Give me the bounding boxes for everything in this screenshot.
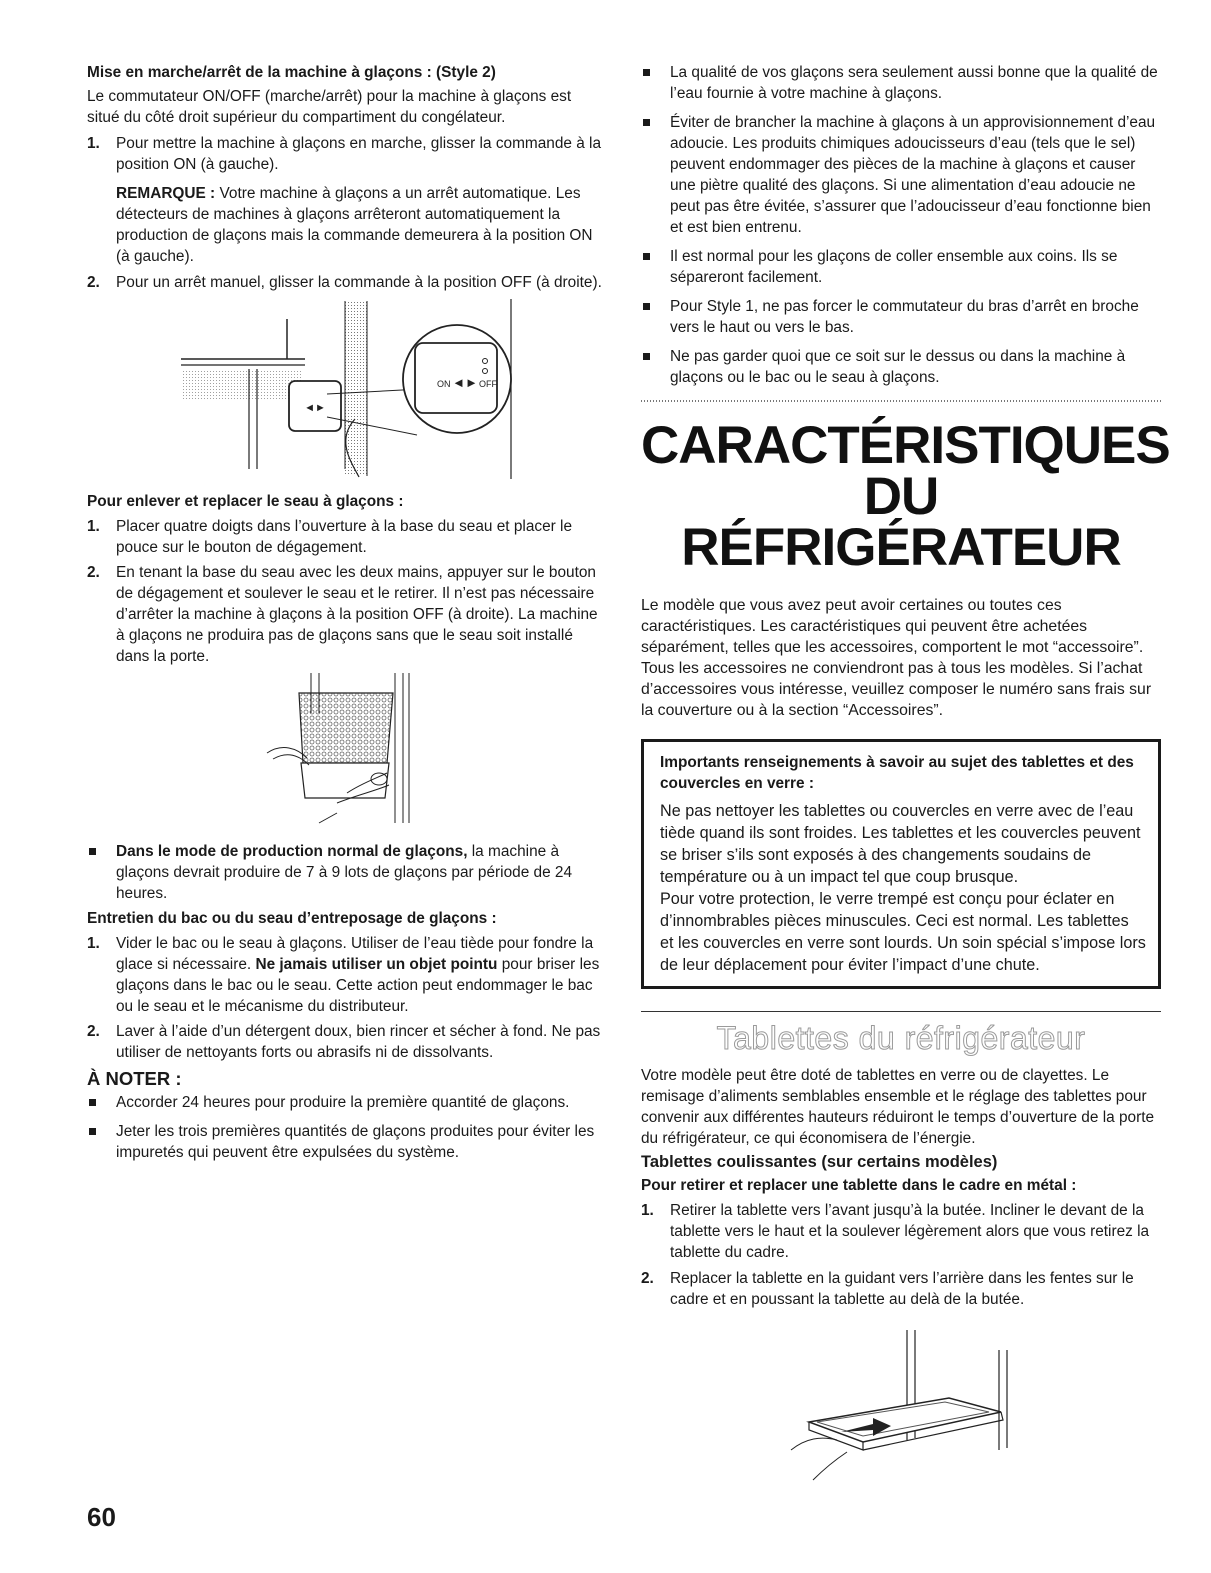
- step-item: 2. Replacer la tablette en la guidant vers l’arrière dans les fentes sur le cadre et en poussant la tablette au delà de la butée.: [641, 1270, 1134, 1308]
- icemaker-switch-illustration: [87, 299, 603, 489]
- bucket-steps: [87, 516, 603, 667]
- right-column: [641, 62, 1170, 1490]
- section-divider: [641, 400, 1161, 402]
- bucket-heading: Pour enlever et replacer le seau à glaçons :: [87, 493, 404, 510]
- features-title-line2: DU RÉFRIGÉRATEUR: [681, 467, 1121, 577]
- production-bullet: [87, 841, 603, 904]
- left-column: [87, 62, 603, 1163]
- shelves-section-title: Tablettes du réfrigérateur: [716, 1020, 1086, 1056]
- step-item: 2. Laver à l’aide d’un détergent doux, bien rincer et sécher à fond. Ne pas utiliser de nettoyants forts ou abrasifs ni de dissolvants.: [87, 1023, 601, 1061]
- section-rule: [641, 1011, 1161, 1012]
- features-intro: Le modèle que vous avez peut avoir certaines ou toutes ces caractéristiques. Les caractéristiques qui peuvent être achetées séparément, telles que les accessoires, comportent le mot “accessoire”. Tous les accessoires ne conviendront pas à tous les modèles. Si l’achat d’accessoires vous intéresse, veuillez composer le numéro sans frais sur la couverture ou à la section “Accessoires”.: [641, 597, 1152, 719]
- list-item: Pour Style 1, ne pas forcer le commutateur du bras d’arrêt en broche vers le haut ou vers le bas.: [641, 296, 1161, 338]
- glass-warning-title: Importants renseignements à savoir au sujet des tablettes et des couvercles en verre :: [660, 754, 1134, 792]
- glass-warning-p2: Pour votre protection, le verre trempé est conçu pour éclater en d’innombrables pièces minuscules. Ceci est normal. Les tablettes et les couvercles en verre sont lourds. Un soin spécial s’impose lors de leur déplacement pour éviter l’impact d’une chute.: [660, 890, 1146, 974]
- remove-shelf-heading: Pour retirer et replacer une tablette dans le cadre en métal :: [641, 1177, 1077, 1194]
- list-item: La qualité de vos glaçons sera seulement aussi bonne que la qualité de l’eau fournie à votre machine à glaçons.: [641, 62, 1161, 104]
- svg-text:◄►: ◄►: [304, 402, 326, 414]
- a-noter-list: [87, 1092, 603, 1163]
- maintenance-heading: Entretien du bac ou du seau d’entreposage de glaçons :: [87, 910, 497, 927]
- step-item: 1. Retirer la tablette vers l’avant jusqu’à la butée. Incliner le devant de la tablette vers le haut et la soulever légèrement alors que vous retirez la tablette du cadre.: [641, 1202, 1150, 1261]
- water-quality-list: [641, 62, 1161, 388]
- step-item: 1. Vider le bac ou le seau à glaçons. Utiliser de l’eau tiède pour fondre la glace si nécessaire. Ne jamais utiliser un objet pointu pour briser les glaçons dans le bac ou le seau. Cette action peut endommager le bac ou le seau et le mécanisme du distributeur.: [87, 935, 600, 1015]
- list-item: Il est normal pour les glaçons de coller ensemble aux coins. Ils se sépareront facilement.: [641, 246, 1161, 288]
- icemaker-style2-heading: Mise en marche/arrêt de la machine à glaçons : (Style 2): [87, 64, 496, 81]
- shelves-intro: Votre modèle peut être doté de tablettes en verre ou de clayettes. Le remisage d’aliments semblables ensemble et le réglage des tablettes pour convenir aux différentes hauteurs réduiront le temps d’ouverture de la porte du réfrigérateur, ce qui économisera de l’énergie.: [641, 1067, 1155, 1147]
- ice-bucket-illustration: [87, 673, 603, 833]
- icemaker-steps: [87, 133, 603, 293]
- fig-off-label: OFF: [479, 379, 497, 389]
- svg-text:◄►: ◄►: [452, 375, 478, 390]
- glass-warning-box: [641, 739, 1161, 989]
- sliding-shelf-illustration: [641, 1320, 1161, 1490]
- features-title-line1: CARACTÉRISTIQUES: [641, 416, 1170, 475]
- page-number: 60: [87, 1502, 116, 1532]
- glass-warning-p1: Ne pas nettoyer les tablettes ou couvercles en verre avec de l’eau tiède quand ils sont froides. Les tablettes et les couvercles peuvent se briser s’ils sont exposés à des changements soudains de température ou à un impact tel que coup brusque.: [660, 802, 1141, 886]
- step-item: 1. Placer quatre doigts dans l’ouverture à la base du seau et placer le pouce sur le bouton de dégagement.: [87, 518, 573, 556]
- remarque-note: REMARQUE : Votre machine à glaçons a un arrêt automatique. Les détecteurs de machines à glaçons arrêteront automatiquement la production de glaçons mais la commande demeurera à la position ON (à gauche).: [116, 185, 593, 265]
- list-item: Jeter les trois premières quantités de glaçons produites pour éviter les impuretés qui peuvent être expulsées du système.: [87, 1121, 603, 1163]
- list-item: Accorder 24 heures pour produire la première quantité de glaçons.: [87, 1092, 603, 1113]
- list-item: Ne pas garder quoi que ce soit sur le dessus ou dans la machine à glaçons ou le bac ou le seau à glaçons.: [641, 346, 1161, 388]
- step-item: 1. Pour mettre la machine à glaçons en marche, glisser la commande à la position ON (à gauche). REMARQUE : Votre machine à glaçons a un arrêt automatique. Les détecteurs de machines à glaçons arrêteront automatiquement la production de glaçons mais la commande demeurera à la position ON (à gauche).: [87, 135, 602, 265]
- fig-on-label: ON: [437, 379, 451, 389]
- step-item: 2. Pour un arrêt manuel, glisser la commande à la position OFF (à droite).: [87, 274, 602, 291]
- list-item: Éviter de brancher la machine à glaçons à un approvisionnement d’eau adoucie. Les produits chimiques adoucisseurs d’eau (tels que le sel) peuvent endommager des pièces de la machine à glaçons et causer une piètre qualité des glaçons. Si une alimentation d’eau adoucie ne peut pas être évitée, s’assurer que l’adoucisseur d’eau fonctionne bien et est bien entrenu.: [641, 112, 1161, 238]
- list-item: Dans le mode de production normal de glaçons, la machine à glaçons devrait produire de 7 à 9 lots de glaçons par période de 24 heures.: [87, 841, 603, 904]
- maintenance-steps: [87, 933, 603, 1063]
- shelf-steps: [641, 1200, 1161, 1310]
- a-noter-heading: À NOTER :: [87, 1068, 182, 1089]
- sliding-shelves-heading: Tablettes coulissantes (sur certains modèles): [641, 1153, 998, 1171]
- icemaker-switch-paragraph: Le commutateur ON/OFF (marche/arrêt) pour la machine à glaçons est situé du côté droit supérieur du compartiment du congélateur.: [87, 88, 572, 126]
- step-item: 2. En tenant la base du seau avec les deux mains, appuyer sur le bouton de dégagement et soulever le seau et le retirer. Il n’est pas nécessaire d’arrêter la machine à glaçons à la position OFF (à droite). La machine à glaçons ne produira pas de glaçons sans que le seau soit installé dans la porte.: [87, 564, 598, 665]
